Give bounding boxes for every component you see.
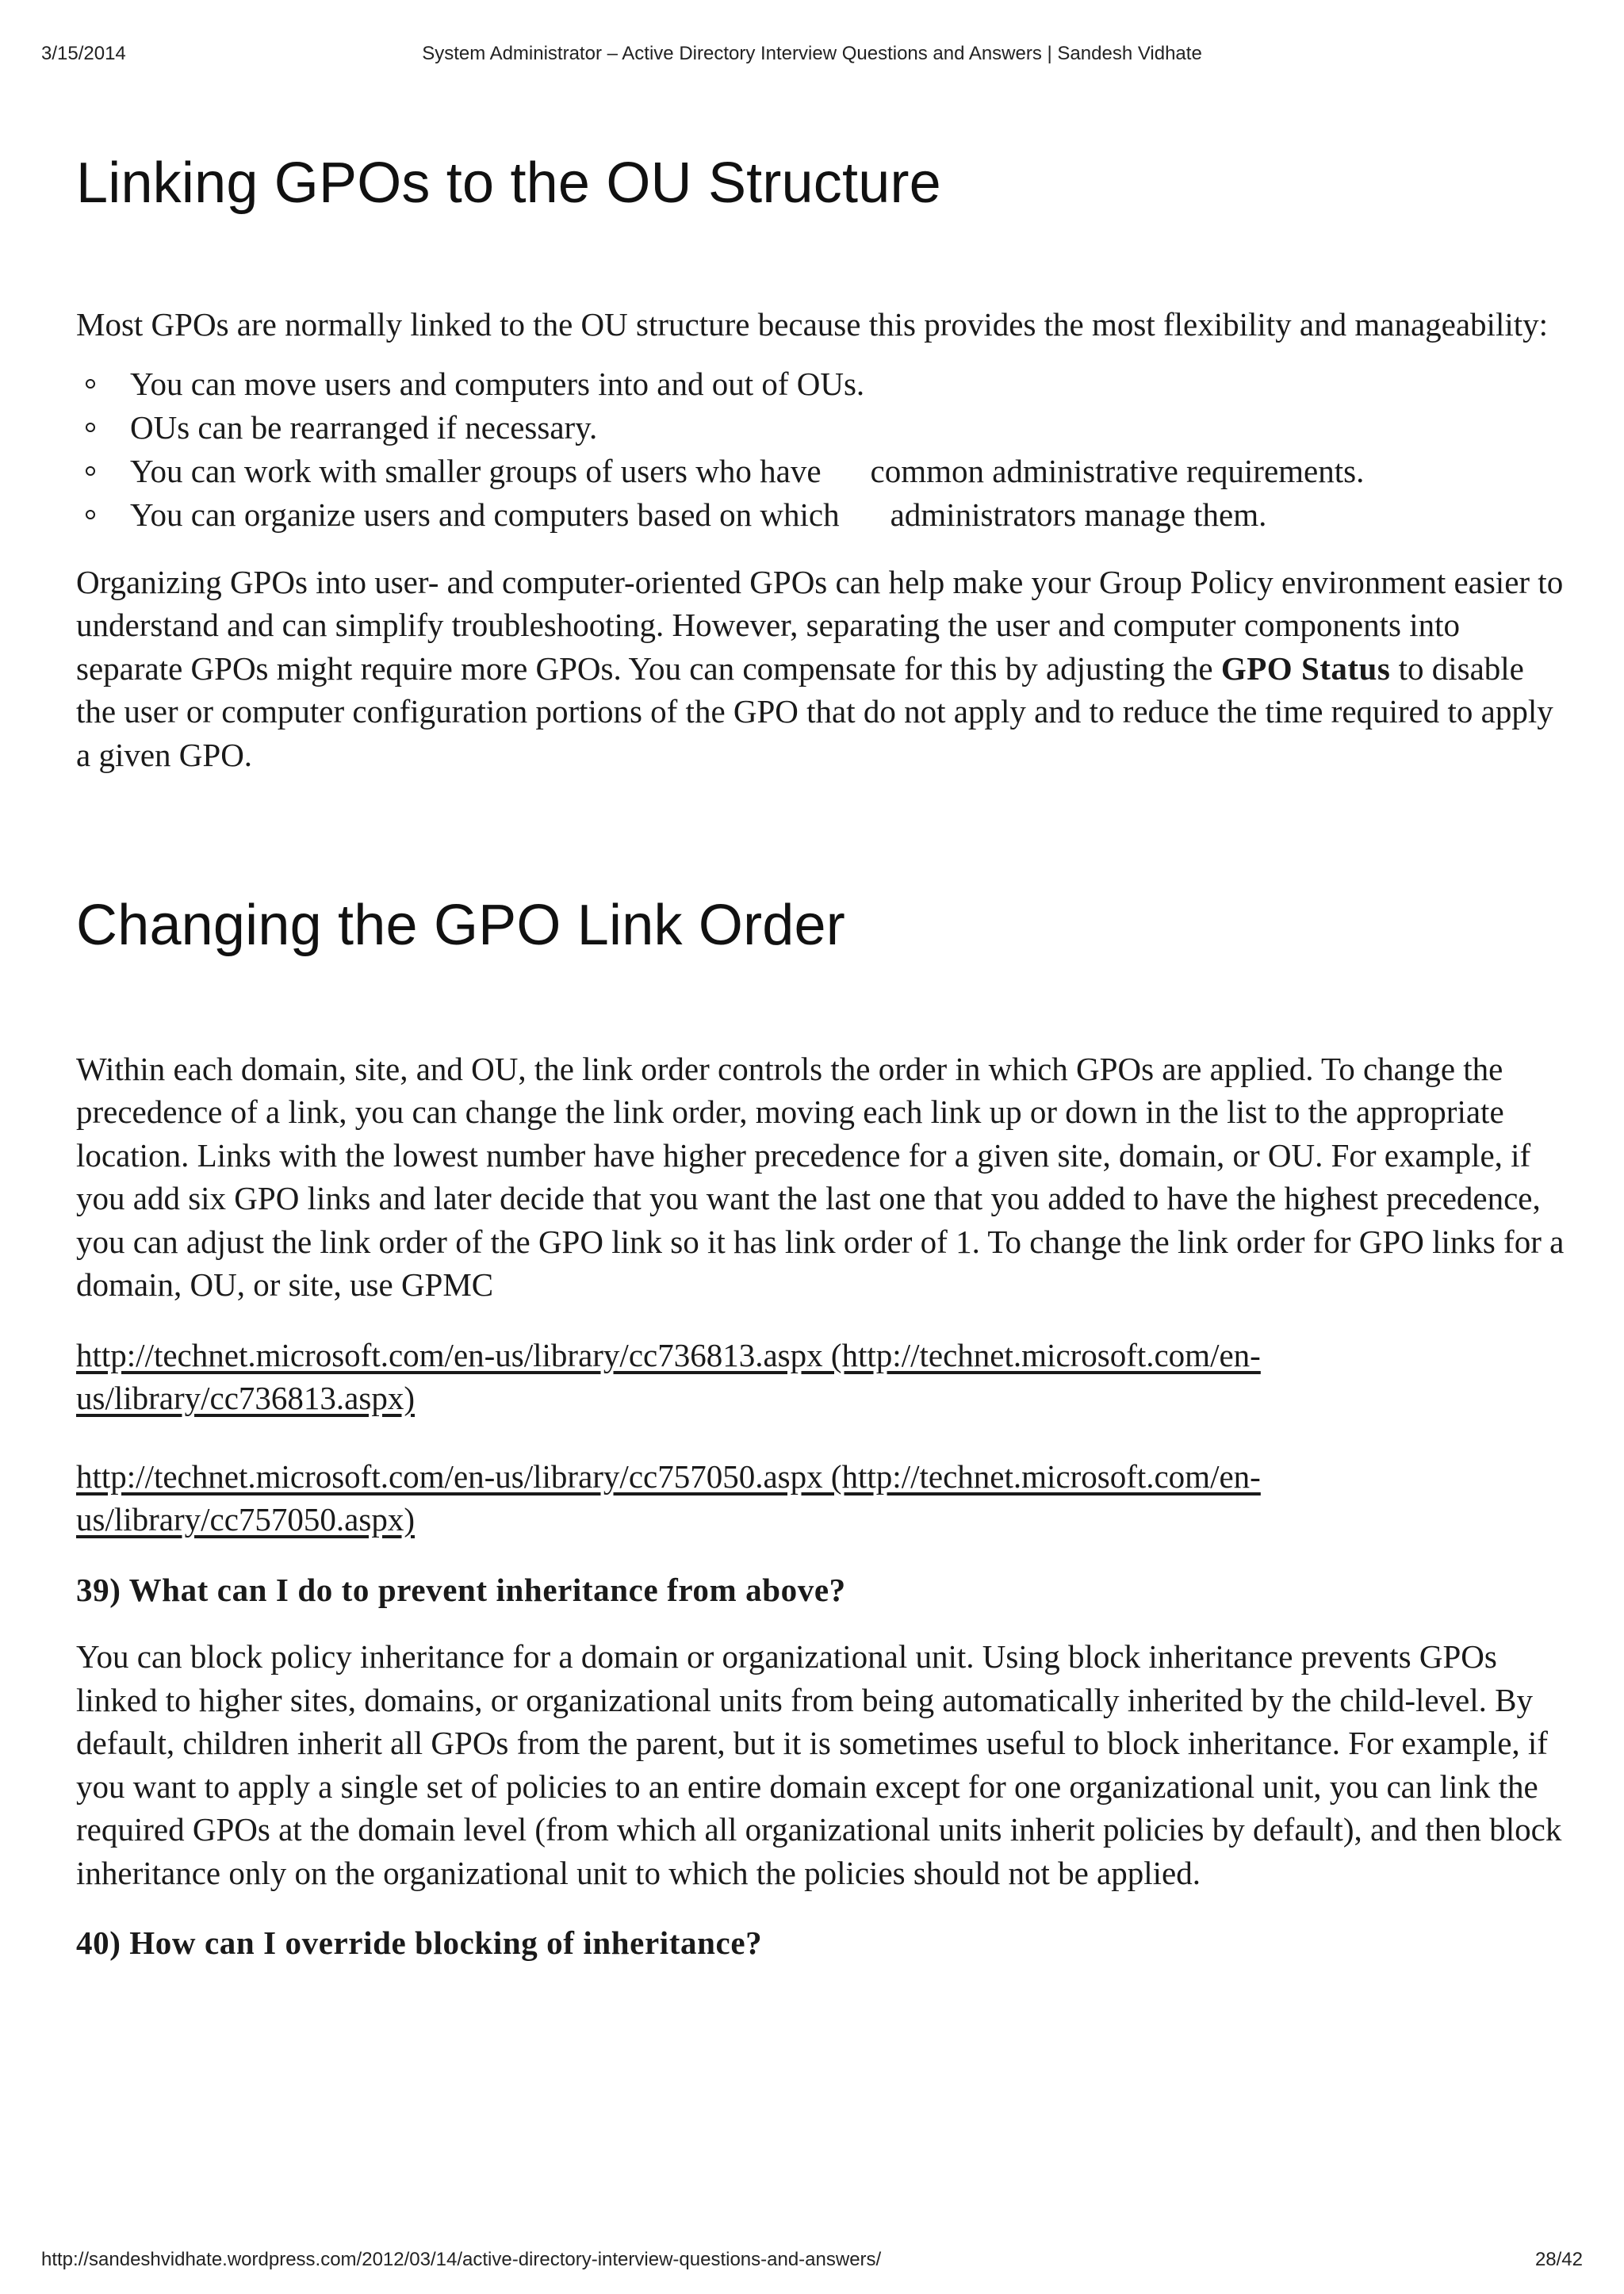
article-content <box>76 143 1565 1965</box>
heading-link-order: Changing the GPO Link Order <box>76 894 845 958</box>
technet-link-cc736813[interactable]: http://technet.microsoft.com/en-us/library/cc736813.aspx (http://technet.microsoft.com/en- us/library/cc736813.aspx) <box>76 1336 1261 1417</box>
bullet-circle-icon <box>86 379 95 389</box>
print-page-title: System Administrator – Active Directory Interview Questions and Answers | Sandesh Vidhate <box>422 43 1202 64</box>
ou-benefits-list <box>76 362 1565 537</box>
gpo-status-term: GPO Status <box>1220 649 1391 687</box>
list-item: You can organize users and computers based on which administrators manage them. <box>76 493 1565 537</box>
bullet-circle-icon <box>86 510 95 519</box>
bullet-circle-icon <box>86 423 95 432</box>
list-item: You can move users and computers into and out of OUs. <box>76 362 1565 406</box>
print-footer <box>0 2249 1624 2281</box>
link-order-paragraph: Within each domain, site, and OU, the link order controls the order in which GPOs are applied. To change the precedence of a link, you can change the link order, moving each link up or down in the list to the appropriate location. Links with the lowest number have higher precedence for a given site, domain, or OU. For example, if you add six GPO links and later decide that you want the last one that you added to have the highest precedence, you can adjust the link order of the GPO link so it has link order of 1. To change the link order for GPO links for a domain, OU, or site, use GPMC <box>76 1050 1565 1304</box>
print-header <box>0 43 1624 75</box>
list-item: You can work with smaller groups of users who have common administrative requirements. <box>76 450 1565 493</box>
print-date: 3/15/2014 <box>41 43 126 64</box>
print-source-url: http://sandeshvidhate.wordpress.com/2012/03/14/active-directory-interview-questions-and-answers/ <box>41 2249 882 2270</box>
page-number: 28/42 <box>1534 2249 1583 2270</box>
question-40: 40) How can I override blocking of inheritance? <box>76 1924 763 1962</box>
question-39: 39) What can I do to prevent inheritance from above? <box>76 1571 846 1608</box>
list-item: OUs can be rearranged if necessary. <box>76 406 1565 450</box>
heading-linking-gpos: Linking GPOs to the OU Structure <box>76 151 941 215</box>
gpo-organization-paragraph: Organizing GPOs into user- and computer-oriented GPOs can help make your Group Policy environment easier to understand and can simplify troubleshooting. However, separating the user and computer components into separate GPOs might require more GPOs. You can compensate for this by adjusting the GPO Status to disable the user or computer configuration portions of the GPO that do not apply and to reduce the time required to apply a given GPO. <box>76 563 1564 773</box>
intro-paragraph: Most GPOs are normally linked to the OU structure because this provides the most flexibility and manageability: <box>76 306 1549 343</box>
bullet-circle-icon <box>86 466 95 476</box>
answer-39: You can block policy inheritance for a domain or organizational unit. Using block inheritance prevents GPOs linked to higher sites, domains, or organizational units from being automatically inherited by the child-level. By default, children inherit all GPOs from the parent, but it is sometimes useful to block inheritance. For example, if you want to apply a single set of policies to an entire domain except for one organizational unit, you can link the required GPOs at the domain level (from which all organizational units inherit policies by default), and then block inheritance only on the organizational unit to which the policies should not be applied. <box>76 1638 1562 1891</box>
technet-link-cc757050[interactable]: http://technet.microsoft.com/en-us/library/cc757050.aspx (http://technet.microsoft.com/en- us/library/cc757050.aspx) <box>76 1457 1261 1538</box>
